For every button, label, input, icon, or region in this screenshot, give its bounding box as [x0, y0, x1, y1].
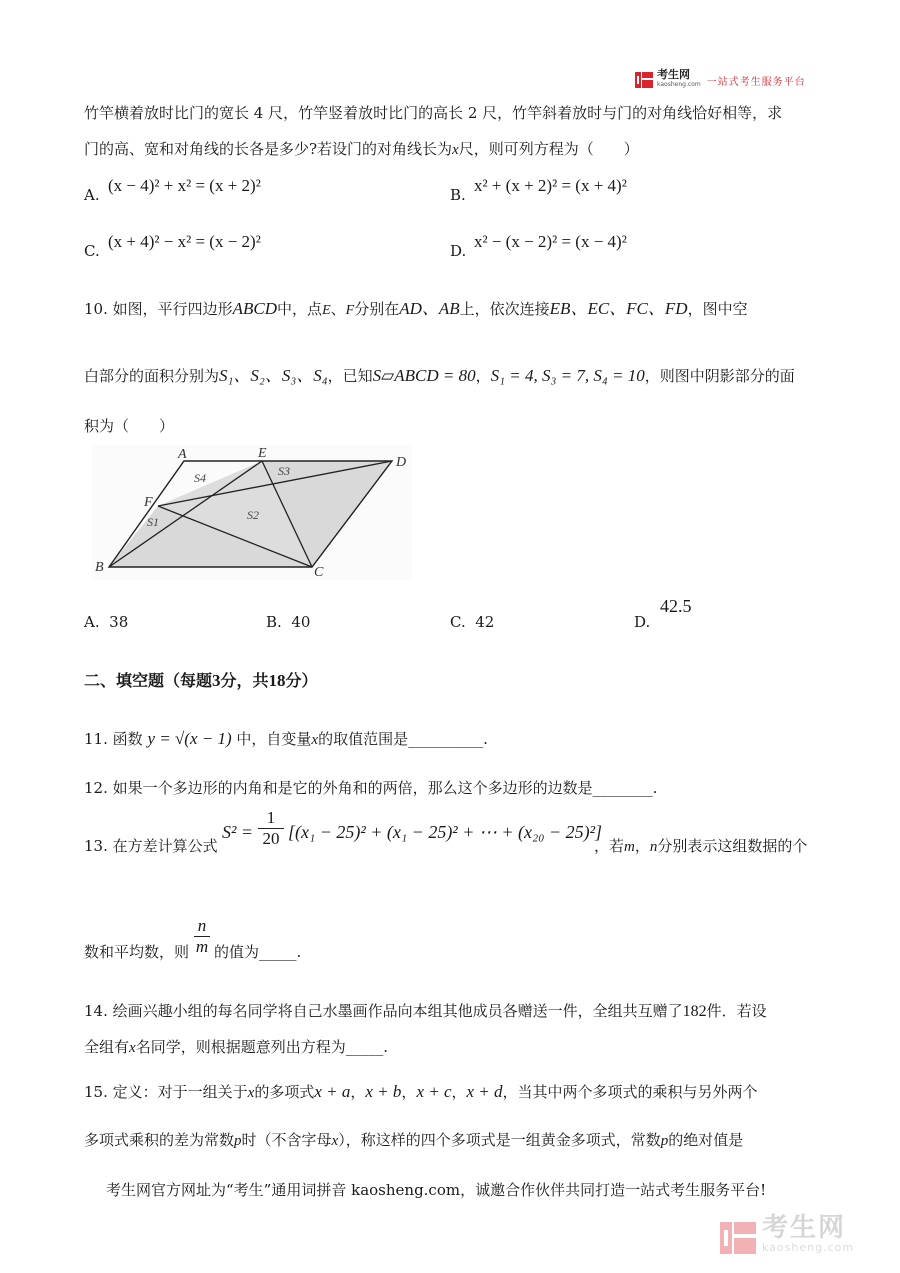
q15-poly-b: x + b	[365, 1082, 402, 1101]
q13-frac2	[194, 916, 210, 957]
q10-given-values: S₁ = 4, S₃ = 7, S₄ = 10	[490, 366, 645, 385]
q13-frac2-den: m	[195, 937, 209, 956]
section2-title	[84, 668, 318, 691]
q14-text-1a: 绘画兴趣小组的每名同学将自己水墨画作品向本组其他成员各赠送一件，全组共互赠了	[112, 1002, 683, 1020]
section2-title-a: 二、填空题（每题	[84, 671, 213, 690]
q10-e: E	[322, 303, 331, 318]
q14-text-1b: 件．若设	[706, 1002, 767, 1020]
q14-count: 182	[682, 1003, 707, 1020]
watermark-text: 考生网	[762, 1213, 847, 1243]
label-s2: S2	[247, 508, 259, 522]
logo-text: 考生网	[657, 68, 690, 81]
q10-line2	[84, 366, 795, 386]
header-slogan: 一站式考生服务平台	[706, 76, 806, 88]
q10-text-1g: 分别在	[354, 300, 400, 318]
q13-text-d: 分别表示这组数据的个	[657, 837, 808, 855]
q10-ad-ab: AD、AB	[399, 299, 460, 318]
footer-text: 考生网官方网址为“考生”通用词拼音 kaosheng.com，诚邀合作伙伴共同打造一站式考生服务平台!	[106, 1181, 767, 1199]
section2-title-e: 分）	[285, 671, 318, 690]
header-logo	[634, 70, 806, 90]
q10-text-1c: 中，点	[277, 300, 323, 318]
q10-area-total: S▱ABCD = 80	[372, 366, 476, 385]
section2-points-each: 3	[212, 671, 221, 690]
label-b: B	[95, 560, 104, 575]
q14-blank: _____	[345, 1038, 384, 1056]
q13-frac-num: 1	[258, 808, 284, 829]
q14-line1	[84, 1001, 767, 1022]
q9-line2	[84, 139, 639, 160]
q15-line1: 15. 定义：对于一组关于x的多项式x + a，x + b，x + c，x + d，当其中两个多项式的乘积与另外两个	[84, 1082, 758, 1101]
q10-text-2a: 白部分的面积分别为	[84, 367, 220, 385]
q13-formula-rhs: [(x₁ − 25)² + (x₁ − 25)² + ⋯ + (x₂₀ − 25)²]	[288, 822, 603, 842]
q10-text-2e: ，	[475, 367, 491, 385]
q10-text-1k: ，图中空	[687, 300, 748, 318]
q10-option-b-label: B.	[266, 613, 282, 631]
q10-option-b-value: 40	[291, 613, 311, 631]
q14-var: x	[129, 1040, 136, 1056]
q14-number: 14.	[84, 1002, 108, 1020]
q10-text-2g: ，则图中阴影部分的面	[644, 367, 795, 385]
q15-poly-a: x + a	[314, 1082, 351, 1101]
q13-end: .	[296, 943, 302, 961]
q15-p-2: p	[660, 1133, 669, 1149]
q9-option-c-label: C.	[84, 242, 100, 260]
watermark-sub: kaosheng.com	[762, 1241, 855, 1254]
q9-option-a-label: A.	[84, 186, 100, 204]
q10-option-c-label: C.	[450, 613, 466, 631]
q11-end: .	[483, 730, 488, 748]
label-c: C	[314, 565, 324, 580]
q13-text-2b: 的值为	[214, 943, 260, 961]
q13-lead	[84, 836, 218, 856]
label-e: E	[258, 446, 267, 461]
q15-poly-c: x + c	[416, 1082, 452, 1101]
q10-option-d-value: 42.5	[660, 596, 692, 616]
q11-var: x	[311, 732, 319, 748]
q10-text-1i: 上，依次连接	[459, 300, 550, 318]
q10-line1	[84, 299, 748, 321]
section2-points-total: 18	[268, 671, 286, 690]
q13-text-a: 在方差计算公式	[112, 837, 218, 855]
q9-option-d-label: D.	[450, 242, 467, 260]
q12-blank: ________	[592, 779, 653, 797]
q11-number: 11.	[84, 730, 108, 748]
q11	[84, 729, 488, 750]
q14-text-2b: 名同学，则根据题意列出方程为	[135, 1038, 346, 1056]
q11-expr: y = √(x − 1)	[147, 729, 232, 748]
kaosheng-logo-icon	[634, 70, 654, 90]
q9-line1: 竹竿横着放时比门的宽长 4 尺，竹竿竖着放时比门的高长 2 尺，竹竿斜着放时与门的对角线恰好相等，求	[84, 104, 783, 122]
watermark-logo-icon	[718, 1218, 758, 1258]
q15-text-2b: 时（不含字母	[241, 1131, 332, 1149]
q10-option-a-label: A.	[84, 613, 100, 631]
q10-number: 10.	[84, 300, 108, 318]
q15-text-2a: 多项式乘积的差为常数	[84, 1131, 235, 1149]
q10-text-1e: 、	[330, 300, 346, 318]
q13-text-b: ，若	[594, 837, 625, 855]
q10-text-1a: 如图，平行四边形	[112, 300, 233, 318]
q14-line2	[84, 1037, 388, 1058]
label-d: D	[396, 455, 407, 470]
q9-line2-a: 门的高、宽和对角线的长各是多少?若设门的对角线长为	[84, 140, 453, 158]
q10-line3: 积为（ ）	[84, 417, 175, 435]
q13-text-c: ，	[634, 837, 650, 855]
q9-option-a-expr: (x − 4)² + x² = (x + 2)²	[108, 176, 261, 195]
q10-option-d-label: D.	[634, 613, 651, 631]
q12-end: .	[652, 779, 658, 797]
q10-option-b	[266, 612, 310, 632]
q9-option-c-expr: (x + 4)² − x² = (x − 2)²	[108, 232, 261, 251]
section2-title-c: 分，共	[220, 671, 269, 690]
logo-sub: kaosheng.com	[657, 81, 701, 88]
q12-text: 如果一个多边形的内角和是它的外角和的两倍，那么这个多边形的边数是	[112, 779, 593, 797]
q13-frac	[258, 808, 284, 849]
q15-var: x	[247, 1085, 255, 1101]
q11-blank: __________	[408, 730, 484, 748]
q10-abcd: ABCD	[232, 299, 278, 318]
q13-tail	[594, 836, 807, 857]
watermark	[718, 1213, 855, 1258]
q10-option-c	[450, 612, 494, 632]
q9-option-b-label: B.	[450, 186, 466, 204]
q12	[84, 778, 657, 798]
q15-line2	[84, 1130, 743, 1151]
q9-line2-c: 尺，则可列方程为（ ）	[458, 140, 639, 158]
q15-text-1b: 的多项式	[254, 1083, 315, 1101]
q9-var-x: x	[452, 142, 459, 158]
q13-line2a: 数和平均数，则	[84, 943, 190, 961]
q10-lines: EB、EC、FC、FD	[549, 299, 688, 318]
q14-end: .	[383, 1038, 388, 1056]
q10-s-list: S₁、S₂、S₃、S₄	[219, 366, 328, 385]
q15-text-2d: 的绝对值是	[668, 1131, 744, 1149]
q13-n: n	[649, 839, 658, 855]
label-s4: S4	[194, 471, 206, 485]
q14-text-2a: 全组有	[84, 1038, 130, 1056]
q11-text-c: 的取值范围是	[318, 730, 409, 748]
q9-option-b-expr: x² + (x + 2)² = (x + 4)²	[474, 176, 627, 195]
q10-option-c-value: 42	[475, 613, 495, 631]
q15-p: p	[234, 1133, 242, 1149]
q10-text-2c: ，已知	[327, 367, 373, 385]
q13-frac-den: 20	[262, 829, 280, 848]
label-a: A	[178, 447, 187, 462]
q15-text-1a: 定义：对于一组关于	[112, 1083, 248, 1101]
q10-option-a	[84, 612, 128, 632]
q10-option-a-value: 38	[109, 613, 129, 631]
q15-var-2: x	[331, 1133, 339, 1149]
q13-frac2-num: n	[194, 916, 210, 937]
q11-text-a: 函数	[112, 730, 143, 748]
q15-text-2c: ），称这样的四个多项式是一组黄金多项式，常数	[338, 1131, 661, 1149]
q13-m: m	[624, 839, 635, 855]
q13-blank: _____	[259, 943, 297, 961]
q15-text-1c: ，当其中两个多项式的乘积与另外两个	[502, 1083, 758, 1101]
q10-figure	[92, 445, 412, 580]
q15-poly-d: x + d	[466, 1082, 503, 1101]
q13-number: 13.	[84, 837, 108, 855]
q11-text-b: 中，自变量	[236, 730, 312, 748]
q15-number: 15.	[84, 1083, 108, 1101]
q12-number: 12.	[84, 779, 108, 797]
q10-f: F	[345, 303, 355, 318]
label-s1: S1	[147, 515, 159, 529]
q13-formula-lhs: S² =	[222, 822, 254, 842]
label-s3: S3	[278, 464, 290, 478]
q9-option-d-expr: x² − (x − 2)² = (x − 4)²	[474, 232, 627, 251]
label-f: F	[144, 495, 153, 510]
q13-line2b	[214, 942, 301, 962]
